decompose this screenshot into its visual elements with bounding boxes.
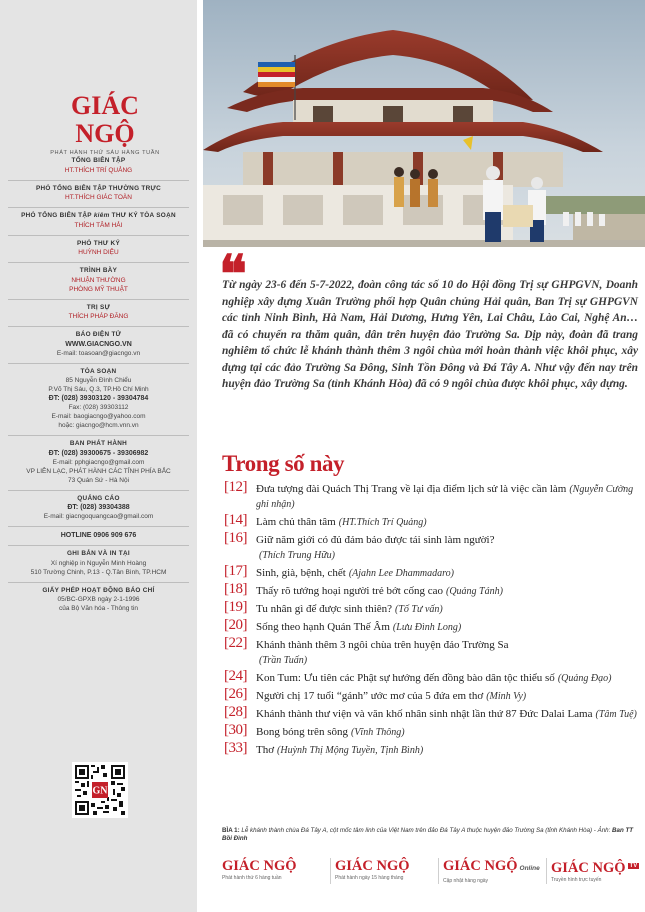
toc-title-text: Giữ năm giới có đủ đảm bảo được tái sinh làm người?	[256, 534, 495, 546]
masthead-line: VP LIÊN LẠC, PHÁT HÀNH CÁC TỈNH PHÍA BẮC	[26, 467, 171, 475]
toc-title-text: Làm chủ thân tâm	[256, 516, 336, 528]
pagoda-ceremony-image	[203, 0, 645, 247]
toc-page-number: [28]	[224, 704, 247, 720]
masthead-line: Fax: (028) 39303112	[68, 404, 129, 411]
toc-title	[256, 533, 640, 563]
toc-item[interactable]	[224, 740, 640, 758]
toc-title	[256, 743, 640, 758]
masthead-section	[8, 299, 189, 327]
brand-tagline: Truyền hình trực tuyến	[551, 877, 602, 883]
toc-author: (Trần Tuấn)	[259, 655, 308, 666]
toc-title	[256, 620, 640, 635]
giac-ngo-logo	[40, 92, 170, 156]
masthead-title: PHÓ THƯ KÝ	[76, 239, 121, 247]
toc-title	[256, 725, 640, 740]
brand-name-wrap	[551, 858, 642, 876]
masthead-title: BAN PHÁT HÀNH	[69, 440, 128, 447]
brand-name: GIÁC NGỘ	[222, 858, 297, 874]
brand-weekly[interactable]	[222, 858, 318, 884]
caption-credit: Ban TT Bồi Đình	[222, 827, 634, 843]
masthead-line: ĐT: (028) 39300675 - 39306982	[48, 449, 149, 457]
toc-page-number: [12]	[224, 479, 247, 495]
masthead-line: HUỲNH DIỆU	[78, 249, 119, 256]
toc-title-text: Khánh thành thêm 3 ngôi chùa trên huyện đảo Trường Sa	[256, 639, 509, 651]
table-of-contents	[224, 479, 640, 761]
toc-author: (Minh Vy)	[486, 691, 527, 702]
toc-item[interactable]	[224, 563, 640, 581]
email-link[interactable]: E-mail: giacngoquangcao@gmail.com	[43, 513, 154, 520]
email-link[interactable]: E-mail: baogiacngo@yahoo.com	[51, 413, 146, 420]
toc-item[interactable]	[224, 599, 640, 617]
toc-item[interactable]	[224, 635, 640, 668]
masthead-line: 05/BC-GPXB ngày 2-1-1996	[57, 596, 140, 603]
toc-title-text: Sinh, già, bệnh, chết	[256, 567, 346, 579]
toc-page-value: 20	[228, 617, 243, 633]
masthead-line: Xí nghiệp in Nguyễn Minh Hoàng	[50, 559, 147, 567]
toc-title-text: Bong bóng trên sông	[256, 726, 348, 738]
masthead-line: ĐT: (028) 39304388	[67, 504, 130, 511]
toc-title-text: Thơ	[256, 744, 275, 756]
toc-author: (Quảng Đạo)	[557, 673, 612, 684]
toc-item[interactable]	[224, 668, 640, 686]
masthead-title: TRÌNH BÀY	[79, 267, 118, 274]
toc-author: (Thích Trung Hữu)	[259, 550, 336, 561]
brand-name: GIÁC NGỘ	[551, 860, 626, 876]
toc-title	[256, 707, 640, 722]
qr-code-icon	[75, 765, 125, 815]
qr-center-label: GN	[92, 785, 108, 797]
toc-author: (Lưu Đình Long)	[392, 622, 462, 633]
toc-item[interactable]	[224, 704, 640, 722]
toc-item[interactable]	[224, 530, 640, 563]
masthead-line: HT.THÍCH TRÍ QUẢNG	[64, 166, 133, 174]
email-link[interactable]: E-mail: toasoan@giacngo.vn	[56, 349, 141, 357]
toc-author: (Quảng Tánh)	[446, 586, 503, 597]
toc-page-value: 28	[228, 704, 243, 720]
masthead-line: 510 Trường Chinh, P.13 - Q.Tân Bình, TP.HCM	[30, 568, 167, 576]
brand-suffix: Online	[519, 865, 540, 872]
toc-page-value: 33	[228, 740, 243, 756]
toc-author: (Huỳnh Thị Mộng Tuyền, Tịnh Bình)	[277, 745, 424, 756]
logo-name: GIÁC NGỘ	[71, 91, 139, 148]
masthead-sidebar	[0, 0, 197, 912]
masthead-line: 73 Quán Sứ - Hà Nội	[67, 476, 130, 484]
toc-title	[256, 638, 640, 668]
qr-code[interactable]	[72, 762, 128, 818]
masthead-title: TỔNG BIÊN TẬP	[71, 157, 126, 164]
toc-title	[256, 584, 640, 599]
brand-tagline: Cập nhật hàng ngày	[443, 878, 489, 884]
masthead-title: QUẢNG CÁO	[77, 494, 120, 502]
masthead-line: THÍCH PHÁP ĐĂNG	[68, 313, 129, 320]
masthead-title: TÒA SOẠN	[80, 367, 117, 375]
masthead-section	[8, 582, 189, 619]
masthead-title: BÁO ĐIỆN TỬ	[75, 331, 122, 338]
toc-author: (Vĩnh Thông)	[350, 727, 405, 738]
toc-title	[256, 671, 640, 686]
quote-icon: ❝	[219, 247, 247, 304]
masthead-title-part: PHÓ TỔNG BIÊN TẬP	[21, 212, 92, 219]
masthead-section	[8, 262, 189, 299]
cover-photo	[203, 0, 645, 247]
masthead-title-tail: THƯ KÝ TÒA SOẠN	[111, 212, 176, 219]
toc-page-value: 19	[228, 599, 243, 615]
masthead-section	[8, 435, 189, 490]
toc-page-value: 12	[228, 479, 243, 495]
masthead-title: GIẤY PHÉP HOẠT ĐỘNG BÁO CHÍ	[42, 586, 155, 594]
masthead-title: TRỊ SỰ	[86, 303, 111, 311]
toc-title-text: Đưa tượng đài Quách Thị Trang về lại địa điểm lịch sử là việc cần làm	[256, 483, 567, 495]
logo-tagline: PHÁT HÀNH THỨ SÁU HÀNG TUẦN	[50, 150, 160, 156]
cover-caption	[222, 827, 638, 843]
masthead-section	[8, 326, 189, 363]
toc-author: (HT.Thích Trí Quảng)	[338, 517, 427, 528]
masthead-section	[8, 180, 189, 208]
brand-tagline: Phát hành thứ 6 hàng tuần	[222, 875, 282, 881]
toc-item[interactable]	[224, 479, 640, 512]
toc-page-number: [17]	[224, 563, 247, 579]
toc-page-value: 22	[228, 635, 243, 651]
masthead	[8, 153, 189, 618]
toc-title	[256, 515, 640, 530]
toc-page-number: [18]	[224, 581, 247, 597]
masthead-section	[8, 526, 189, 545]
tv-badge: TV	[629, 863, 638, 869]
toc-item[interactable]	[224, 617, 640, 635]
toc-item[interactable]	[224, 686, 640, 704]
masthead-title: PHÓ TỔNG BIÊN TẬP THƯỜNG TRỰC	[35, 184, 162, 192]
caption-text: Lễ khánh thành chùa Đá Tây A, cột mốc tâm linh của Việt Nam trên đảo Đá Tây A thuộc huyện đảo Trường Sa (tỉnh Khánh Hòa) - Ảnh:	[241, 827, 611, 834]
toc-page-value: 30	[228, 722, 243, 738]
toc-page-number: [26]	[224, 686, 247, 702]
toc-title-text: Khánh thành thư viện và văn khố nhân sinh nhật lần thứ 87 Đức Dalai Lama	[256, 708, 593, 720]
email-link[interactable]: hoặc: giacngo@hcm.vnn.vn	[58, 422, 139, 429]
masthead-title-em: kiêm	[93, 212, 110, 219]
email-link[interactable]: E-mail: pphgiacngo@gmail.com	[52, 458, 145, 466]
brand-tv[interactable]	[546, 858, 642, 884]
toc-page-number: [30]	[224, 722, 247, 738]
brand-monthly[interactable]	[330, 858, 426, 884]
toc-item[interactable]	[224, 512, 640, 530]
publication-brands	[222, 858, 642, 884]
toc-page-number: [22]	[224, 635, 247, 651]
masthead-section	[8, 235, 189, 263]
brand-name: GIÁC NGỘ	[443, 858, 518, 874]
masthead-line: THÍCH TÂM HẢI	[74, 221, 123, 229]
masthead-title	[8, 212, 189, 221]
masthead-line: HT.THÍCH GIÁC TOÀN	[65, 194, 132, 201]
masthead-line: PHÒNG MỸ THUẬT	[69, 285, 128, 293]
brand-online[interactable]	[438, 858, 540, 884]
masthead-line: ĐT: (028) 39303120 - 39304784	[48, 395, 149, 402]
masthead-line: P.Võ Thị Sáu, Q.3, TP.Hồ Chí Minh	[48, 386, 149, 393]
toc-page-number: [24]	[224, 668, 247, 684]
toc-page-value: 18	[228, 581, 243, 597]
masthead-section	[8, 153, 189, 180]
toc-page-number: [16]	[224, 530, 247, 546]
toc-page-value: 16	[228, 530, 243, 546]
toc-page-value: 14	[228, 512, 243, 528]
toc-title	[256, 482, 640, 512]
toc-page-value: 26	[228, 686, 243, 702]
toc-page-number: [33]	[224, 740, 247, 756]
website-link[interactable]: WWW.GIACNGO.VN	[65, 340, 132, 348]
toc-page-value: 24	[228, 668, 243, 684]
toc-page-number: [19]	[224, 599, 247, 615]
toc-title-text: Thấy rõ tướng hoại người trẻ bớt cống cao	[256, 585, 443, 597]
toc-title-text: Tu nhân gì để được sinh thiên?	[256, 603, 393, 615]
toc-title	[256, 689, 640, 704]
masthead-line: 85 Nguyễn Đình Chiểu	[65, 377, 132, 384]
toc-title	[256, 566, 640, 581]
toc-page-number: [20]	[224, 617, 247, 633]
masthead-title: GHI BẢN VÀ IN TẠI	[67, 550, 130, 557]
toc-author: (Tố Tư vấn)	[395, 604, 443, 615]
masthead-line: của Bộ Văn hóa - Thông tin	[58, 605, 139, 612]
brand-tagline: Phát hành ngày 15 hàng tháng	[335, 875, 404, 881]
toc-author: (Ajahn Lee Dhammadaro)	[348, 568, 454, 579]
toc-page-value: 17	[228, 563, 243, 579]
intro-paragraph: Từ ngày 23-6 đến 5-7-2022, đoàn công tác số 10 do Hội đồng Trị sự GHPGVN, Doanh nghiệp xây dựng Xuân Trường phối hợp Quân chủng Hải quân, Ban Trị sự GHPGVN các tỉnh Ninh Bình, Hà Nam, Hải Dương, Hưng Yên, Lai Châu, Lào Cai, Nghệ An… đã có chuyến ra thăm quân, dân trên huyện đảo Trường Sa. Dịp này, đoàn đã trang nghiêm tổ chức lễ khánh thành thêm 3 ngôi chùa mới hoàn thành việc khôi phục, xây dựng tại các đảo Trường Sa Đông, Sinh Tồn Đông và Đá Tây A. Như vậy đến nay trên huyện đảo Trường Sa (tỉnh Khánh Hòa) đã có 9 ngôi chùa được khôi phục, xây dựng.	[222, 279, 638, 390]
masthead-section	[8, 545, 189, 582]
brand-name: GIÁC NGỘ	[335, 858, 410, 874]
hotline: HOTLINE 0906 909 676	[60, 532, 137, 539]
toc-title-text: Người chị 17 tuổi “gánh” ước mơ của 5 đứa em thơ	[256, 690, 484, 702]
brand-name-wrap	[443, 858, 540, 877]
toc-item[interactable]	[224, 722, 640, 740]
masthead-section	[8, 490, 189, 527]
toc-title-text: Kon Tum: Ưu tiên các Phật sự hướng đến đồng bào dân tộc thiểu số	[256, 672, 555, 684]
masthead-line: NHUẬN THƯỜNG	[71, 276, 126, 284]
toc-page-number: [14]	[224, 512, 247, 528]
toc-author: (Nguyễn Cường ghi nhận)	[256, 484, 634, 510]
masthead-section	[8, 207, 189, 235]
toc-item[interactable]	[224, 581, 640, 599]
toc-author: (Tâm Tuệ)	[595, 709, 637, 720]
caption-label: BÌA 1:	[222, 827, 240, 834]
toc-title	[256, 602, 640, 617]
masthead-section	[8, 363, 189, 436]
toc-heading: Trong số này	[222, 451, 345, 476]
toc-title-text: Sống theo hạnh Quán Thế Âm	[256, 621, 390, 633]
